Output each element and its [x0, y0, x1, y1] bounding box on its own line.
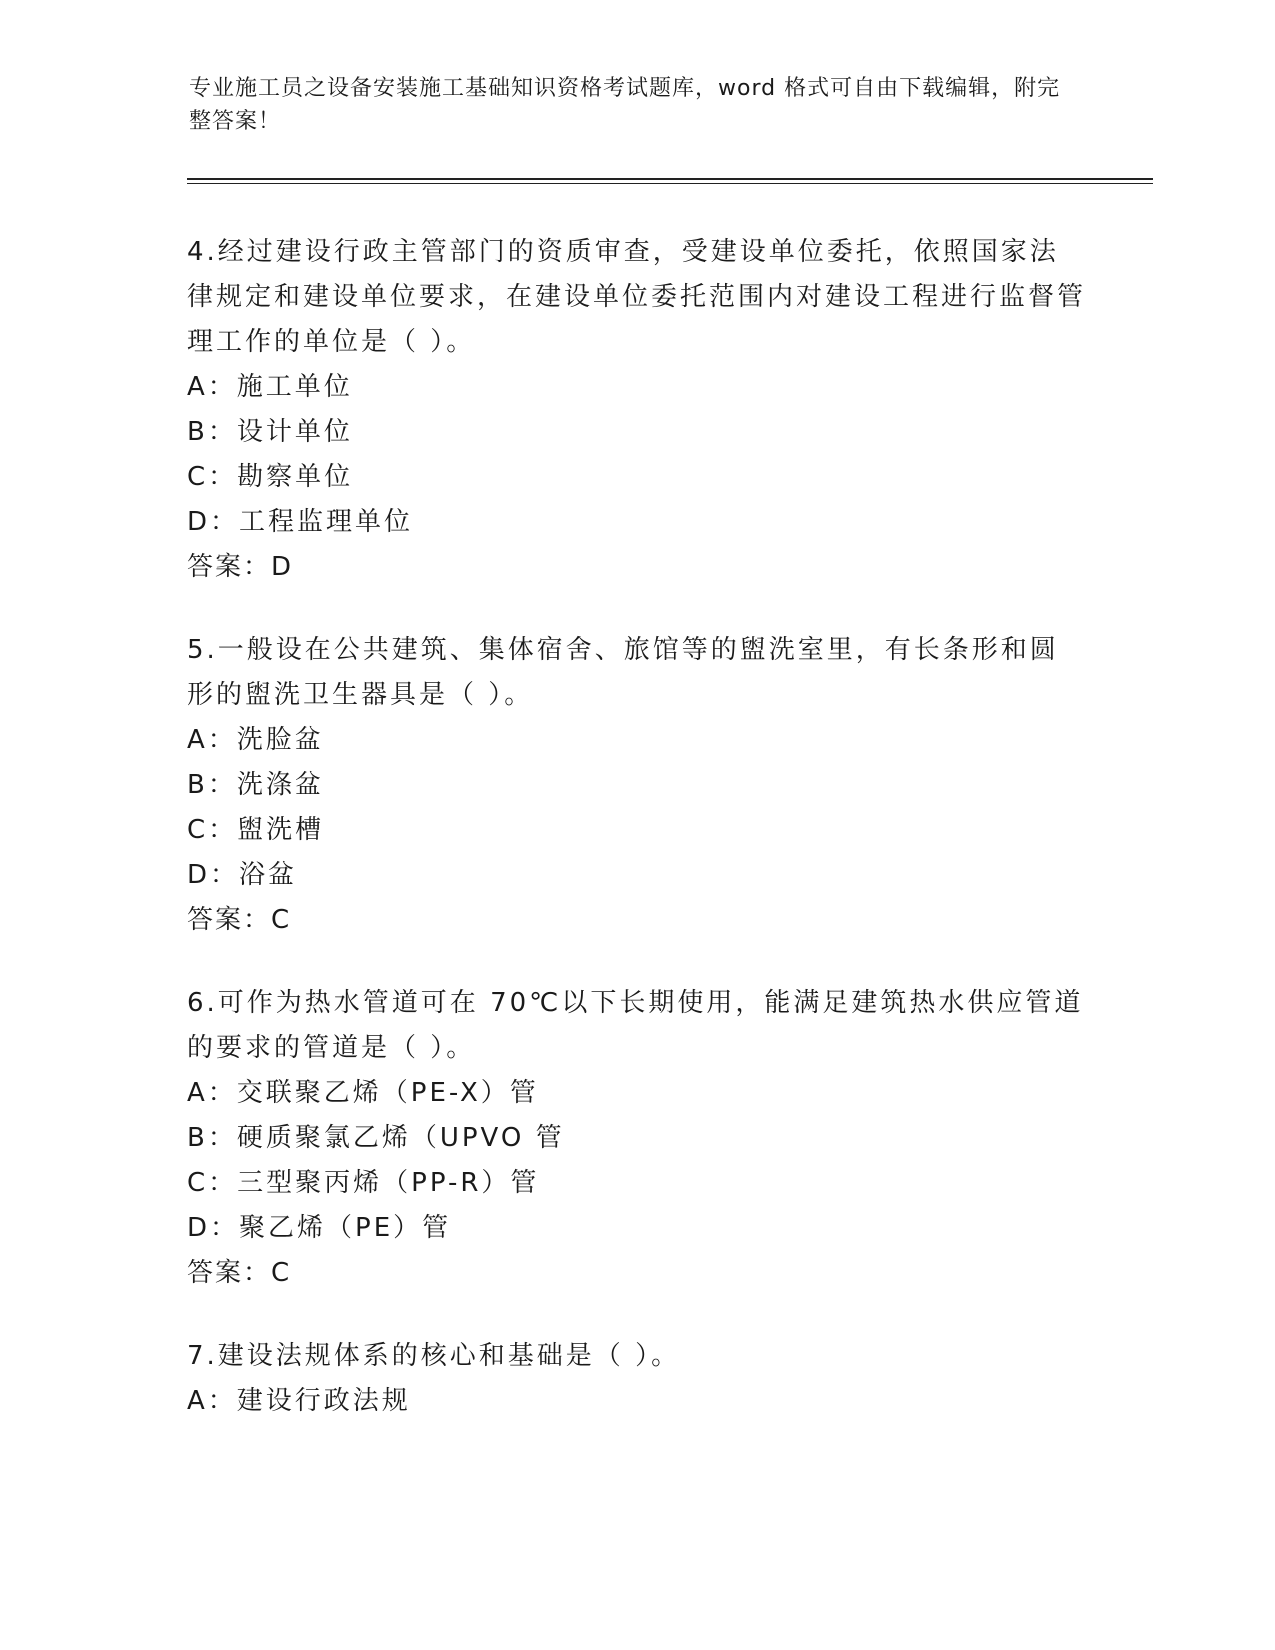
option-c: C：勘察单位	[187, 462, 354, 492]
option-a: A：洗脸盆	[187, 725, 324, 755]
question-stem: 7.建设法规体系的核心和基础是（ ）。	[187, 1341, 681, 1371]
option-b: B：洗涤盆	[187, 770, 324, 800]
question-4	[187, 230, 1087, 590]
question-stem: 6.可作为热水管道可在 70℃以下长期使用，能满足建筑热水供应管道的要求的管道是（ ）。	[187, 988, 1084, 1063]
answer-label: 答案：D	[187, 552, 294, 582]
option-b: B：硬质聚氯乙烯（UPVO 管	[187, 1123, 565, 1153]
header-divider-thin	[187, 183, 1153, 184]
question-stem: 5.一般设在公共建筑、集体宿舍、旅馆等的盥洗室里，有长条形和圆形的盥洗卫生器具是（ ）。	[187, 635, 1059, 710]
question-stem: 4.经过建设行政主管部门的资质审查，受建设单位委托，依照国家法律规定和建设单位要求，在建设单位委托范围内对建设工程进行监督管理工作的单位是（ ）。	[187, 237, 1087, 357]
option-d: D：聚乙烯（PE）管	[187, 1213, 452, 1243]
option-a: A：交联聚乙烯（PE-X）管	[187, 1078, 539, 1108]
header-divider-thick	[187, 178, 1153, 180]
answer-label: 答案：C	[187, 905, 292, 935]
option-c: C：三型聚丙烯（PP-R）管	[187, 1168, 540, 1198]
option-b: B：设计单位	[187, 417, 353, 447]
question-7	[187, 1334, 1087, 1424]
answer-label: 答案：C	[187, 1258, 292, 1288]
option-d: D：工程监理单位	[187, 507, 414, 537]
question-list	[187, 230, 1087, 1462]
option-a: A：建设行政法规	[187, 1386, 411, 1416]
option-c: C：盥洗槽	[187, 815, 325, 845]
option-a: A：施工单位	[187, 372, 353, 402]
question-5	[187, 628, 1087, 943]
option-d: D：浴盆	[187, 860, 298, 890]
document-header: 专业施工员之设备安装施工基础知识资格考试题库，word 格式可自由下载编辑，附完整答案！	[189, 76, 1061, 134]
question-6	[187, 981, 1087, 1296]
